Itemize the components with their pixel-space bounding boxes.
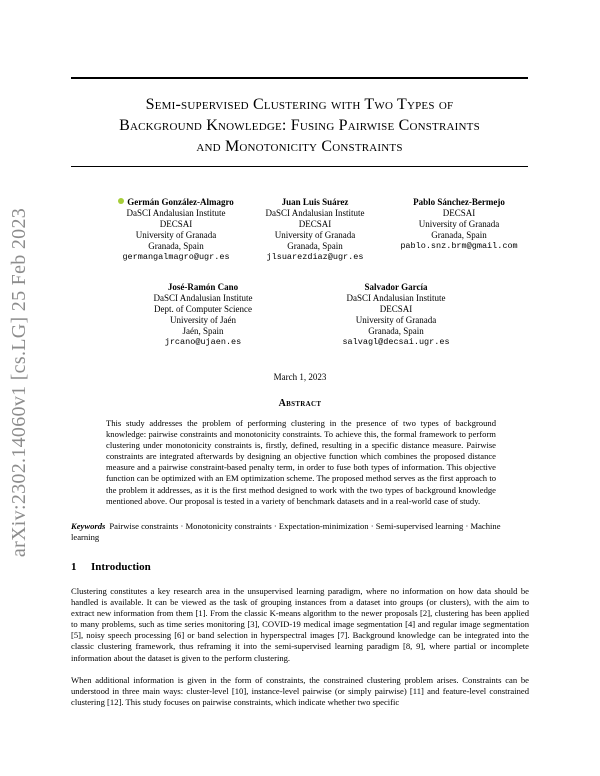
author-affiliation: University of Jaén: [170, 315, 236, 325]
author-name: Pablo Sánchez-Bermejo: [413, 197, 505, 207]
author-affiliation: DaSCI Andalusian Institute: [126, 208, 226, 218]
author-name: José-Ramón Cano: [167, 282, 239, 292]
author-affiliation: Granada, Spain: [287, 241, 343, 251]
author-card: [321, 282, 471, 348]
paper-title: [71, 94, 528, 157]
title-line: Background Knowledge: Fusing Pairwise Constraints: [119, 117, 480, 134]
keywords-text: Pairwise constraints · Monotonicity constraints · Expectation-minimization · Semi-supervised learning · Machine learning: [71, 521, 501, 543]
author-email[interactable]: germangalmagro@ugr.es: [122, 252, 230, 262]
keywords-label: Keywords: [71, 521, 106, 531]
author-affiliation: University of Granada: [274, 230, 356, 240]
author-affiliation: University of Granada: [355, 315, 437, 325]
author-email[interactable]: jrcano@ujaen.es: [164, 337, 242, 347]
author-name: Salvador García: [364, 282, 428, 292]
body-paragraph: When additional information is given in the form of constraints, the constrained clustering problem arises. Constraints can be understood in three main ways: cluster-level [10], instance-level pairwise (or simply pairwise) [11] and feature-level constrained clustering [12]. This study focuses on pairwise constraints, which indicate whether two specific: [71, 675, 529, 708]
title-line: and Monotonicity Constraints: [196, 138, 403, 155]
body-paragraph: Clustering constitutes a key research area in the unsupervised learning paradigm, where no information on how data should be handled is available. It can be viewed as the task of grouping instances from a dataset into groups (or clusters), with the aim to extract new information from them [1]. From the classic K-means algorithm to the newer proposals [2], clustering has been applied to many problems, such as time series monitoring [3], COVID-19 medical image segmentation [4] and regular image segmentation [5], noisy speech processing [6] or band selection in hyperspectral images [7]. Background knowledge can be integrated into the classic clustering framework, thus reframing it into the semi-supervised learning paradigm [8, 9], where partial or incomplete information about the dataset is given to the perform clustering.: [71, 586, 529, 663]
author-affiliation: University of Granada: [135, 230, 217, 240]
author-email[interactable]: salvagl@decsai.ugr.es: [342, 337, 450, 347]
author-email[interactable]: jlsuarezdiaz@ugr.es: [266, 252, 364, 262]
author-affiliation: DECSAI: [379, 304, 413, 314]
author-affiliation: DECSAI: [442, 208, 476, 218]
author-affiliation: DaSCI Andalusian Institute: [265, 208, 365, 218]
author-email[interactable]: pablo.snz.brm@gmail.com: [400, 241, 518, 251]
author-affiliation: Dept. of Computer Science: [154, 304, 252, 314]
publication-date: March 1, 2023: [273, 372, 327, 382]
section-number: 1: [71, 561, 77, 573]
title-rule-top: [71, 77, 528, 79]
author-affiliation: University of Granada: [418, 219, 500, 229]
author-affiliation: DaSCI Andalusian Institute: [346, 293, 446, 303]
author-card: [240, 197, 390, 263]
section-heading: [71, 561, 151, 573]
title-rule-bottom: [71, 166, 528, 167]
author-affiliation: DECSAI: [159, 219, 193, 229]
author-card: [128, 282, 278, 348]
arxiv-identifier[interactable]: [2, 205, 38, 560]
author-affiliation: DaSCI Andalusian Institute: [153, 293, 253, 303]
author-affiliation: Granada, Spain: [368, 326, 424, 336]
author-name: Juan Luis Suárez: [281, 197, 349, 207]
title-line: Semi-supervised Clustering with Two Types of: [145, 96, 454, 113]
abstract-heading: Abstract: [278, 398, 322, 409]
section-title: Introduction: [91, 561, 151, 573]
author-card: [96, 197, 256, 263]
arxiv-identifier-text: arXiv:2302.14060v1 [cs.LG] 25 Feb 2023: [8, 207, 31, 558]
abstract-text: This study addresses the problem of performing clustering in the presence of two types of background knowledge: pairwise constraints and monotonicity constraints. To achieve this, the formal framework to perform clustering under monotonicity constraints is, firstly, defined, resulting in a specific distance measure. Pairwise constraints are integrated afterwards by designing an objective function which combines the proposed distance measure and a pairwise constraint-based penalty term, in order to fuse both types of information. This objective function can be optimized with an EM optimization scheme. The proposed method serves as the first approach to the problem it addresses, as it is the first method designed to work with the two types of background knowledge mentioned above. Our proposal is tested in a variety of benchmark datasets and in a real-world case of study.: [106, 418, 496, 506]
author-card: [384, 197, 534, 252]
orcid-icon[interactable]: [118, 198, 124, 204]
author-name: Germán González-Almagro: [127, 197, 234, 207]
author-affiliation: Granada, Spain: [148, 241, 204, 251]
author-affiliation: DECSAI: [298, 219, 332, 229]
keywords: [71, 521, 529, 543]
author-affiliation: Granada, Spain: [431, 230, 487, 240]
author-affiliation: Jaén, Spain: [182, 326, 224, 336]
